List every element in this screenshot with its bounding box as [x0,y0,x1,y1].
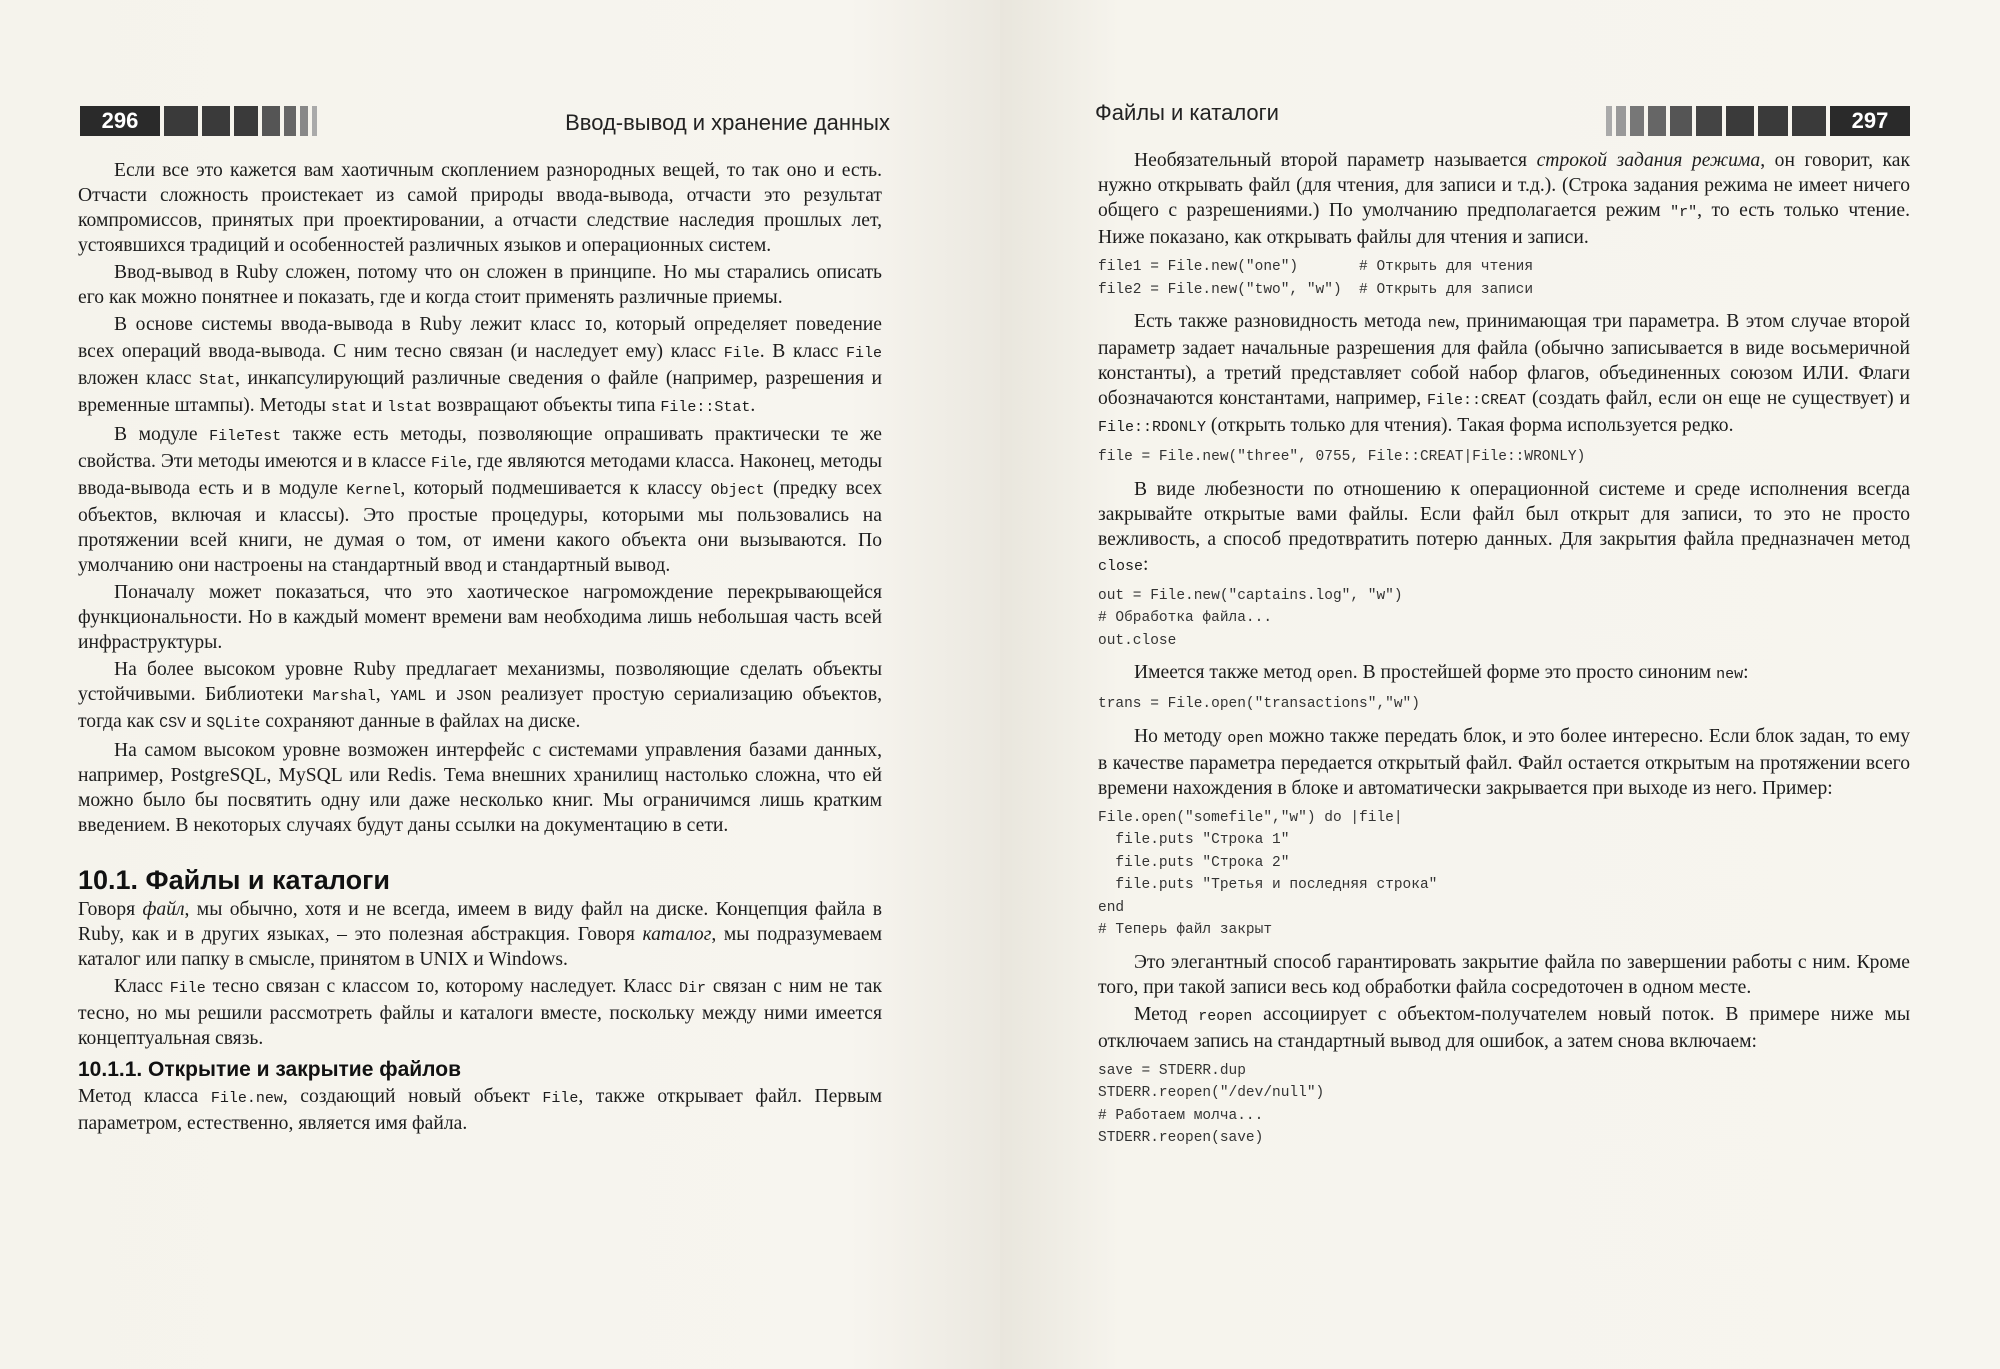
code-block: file = File.new("three", 0755, File::CREAT|File::WRONLY) [1098,449,1586,465]
code-block: File.open("somefile","w") do |file| file.puts "Строка 1" file.puts "Строка 2" file.puts "Третья и последняя строка" end # Теперь файл закрыт [1098,809,1438,938]
paragraph: На самом высоком уровне возможен интерфейс с системами управления базами данных, например, PostgreSQL, MySQL или Redis. Тема внешних хранилищ настолько сложна, что ей можно было бы посвятить одну или даже несколько книг. Мы ограничимся лишь кратким введением. В некоторых случаях будут даны ссылки на документацию в сети. [78,740,882,836]
paragraph: В модуле FileTest также есть методы, позволяющие опрашивать практически те же свойства. Эти методы имеются и в классе File, где являются методами класса. Наконец, методы ввода-вывода есть и в модуле Kernel, который подмешивается к классу Object (предку всех объектов, включая и классы). Это простые процедуры, которыми мы пользовались на протяжении всей книги, не думая о том, от имени какого объекта они вызываются. По умолчанию они настроены на стандартный ввод и стандартный вывод. [78,424,883,576]
paragraph: Говоря файл, мы обычно, хотя и не всегда, имеем в виду файл на диске. Концепция файла в Ruby, как и в других языках, – это полезная абстракция. Говоря каталог, мы подразумеваем каталог или папку в смысле, принятом в UNIX и Windows. [78,899,882,970]
code-block: save = STDERR.dup STDERR.reopen("/dev/null") # Работаем молча... STDERR.reopen(save) [1098,1062,1325,1146]
paragraph: Поначалу может показаться, что это хаотическое нагромождение перекрывающейся функциональности. Но в каждый момент времени вам необходима лишь небольшая часть всей инфраструктуры. [78,582,882,653]
paragraph: Есть также разновидность метода new, принимающая три параметра. В этом случае второй параметр задает начальные разрешения для файла (обычно записывается в виде восьмеричной константы), а третий представляет собой набор флагов, объединенных союзом ИЛИ. Флаги обозначаются константами, например, File::CREAT (создать файл, если он еще не существует) и File::RDONLY (открыть только для чтения). Такая форма используется редко. [1098,311,1910,436]
right-page-header [1095,100,1910,140]
paragraph: Ввод-вывод в Ruby сложен, потому что он сложен в принципе. Но мы старались описать его как можно понятнее и показать, где и когда стоит применять различные приемы. [78,262,882,308]
paragraph: Класс File тесно связан с классом IO, которому наследует. Класс Dir связан с ним не так тесно, но мы решили рассмотреть файлы и каталоги вместе, поскольку между ними имеется концептуальная связь. [78,976,883,1049]
running-header-title: Файлы и каталоги [1095,100,1279,125]
paragraph: Но методу open можно также передать блок, и это более интересно. Если блок задан, то ему в качестве параметра передается открытый файл. Файл остается открытым на протяжении всего времени нахождения в блоке и автоматически закрывается при выходе из него. Пример: [1098,725,1910,799]
paragraph: Метод класса File.new, создающий новый объект File, также открывает файл. Первым параметром, естественно, является имя файла. [78,1086,882,1134]
code-block: out = File.new("captains.log", "w") # Обработка файла... out.close [1098,587,1403,649]
code-block: file1 = File.new("one") # Открыть для чтения file2 = File.new("two", "w") # Открыть для записи [1098,259,1534,298]
header-decoration [164,106,317,136]
paragraph: Метод reopen ассоциирует с объектом-получателем новый поток. В примере ниже мы отключаем запись на стандартный вывод для ошибок, а затем снова включаем: [1098,1003,1910,1052]
paragraph: В виде любезности по отношению к операционной системе и среде исполнения всегда закрывайте открытые вами файлы. Если файл был открыт для записи, то это не просто вежливость, а способ предотвратить потерю данных. Для закрытия файла предназначен метод close: [1098,478,1910,575]
code-block: trans = File.open("transactions","w") [1098,696,1420,712]
left-page-header [80,100,890,140]
paragraph: Если все это кажется вам хаотичным скоплением разнородных вещей, то так оно и есть. Отчасти сложность проистекает из самой природы ввода-вывода, отчасти это результат компромиссов, принятых при проектировании, а отчасти следствие наследия прошлых лет, устоявшихся традиций и особенностей различных языков и операционных систем. [78,160,882,256]
running-header-title: Ввод-вывод и хранение данных [565,110,890,135]
paragraph: Это элегантный способ гарантировать закрытие файла по завершении работы с ним. Кроме того, при такой записи весь код обработки файла сосредоточен в одном месте. [1098,951,1910,998]
paragraph: В основе системы ввода-вывода в Ruby лежит класс IO, который определяет поведение всех операций ввода-вывода. С ним тесно связан (и наследует ему) класс File. В класс File вложен класс Stat, инкапсулирующий различные сведения о файле (например, разрешения и временные штампы). Методы stat и lstat возвращают объекты типа File::Stat. [78,314,882,416]
paragraph: На более высоком уровне Ruby предлагает механизмы, позволяющие сделать объекты устойчивыми. Библиотеки Marshal, YAML и JSON реализует простую сериализацию объектов, тогда как CSV и SQLite сохраняют данные в файлах на диске. [78,659,882,732]
right-page-body [1098,148,1910,1158]
page-number: 296 [80,106,160,136]
paragraph: Имеется также метод open. В простейшей форме это просто синоним new: [1134,662,1749,683]
right-page [1000,0,2000,1369]
left-page-body [78,158,882,1138]
subsection-heading: 10.1.1. Открытие и закрытие файлов [78,1058,461,1081]
section-heading: 10.1. Файлы и каталоги [78,865,390,895]
page-number: 297 [1830,106,1910,136]
header-decoration [1606,106,1826,136]
paragraph: Необязательный второй параметр называется строкой задания режима, он говорит, как нужно открывать файл (для чтения, для записи и т.д.). (Строка задания режима не имеет ничего общего с разрешениями.) По умолчанию предполагается режим "r", то есть только чтение. Ниже показано, как открывать файлы для чтения и записи. [1098,150,1910,248]
